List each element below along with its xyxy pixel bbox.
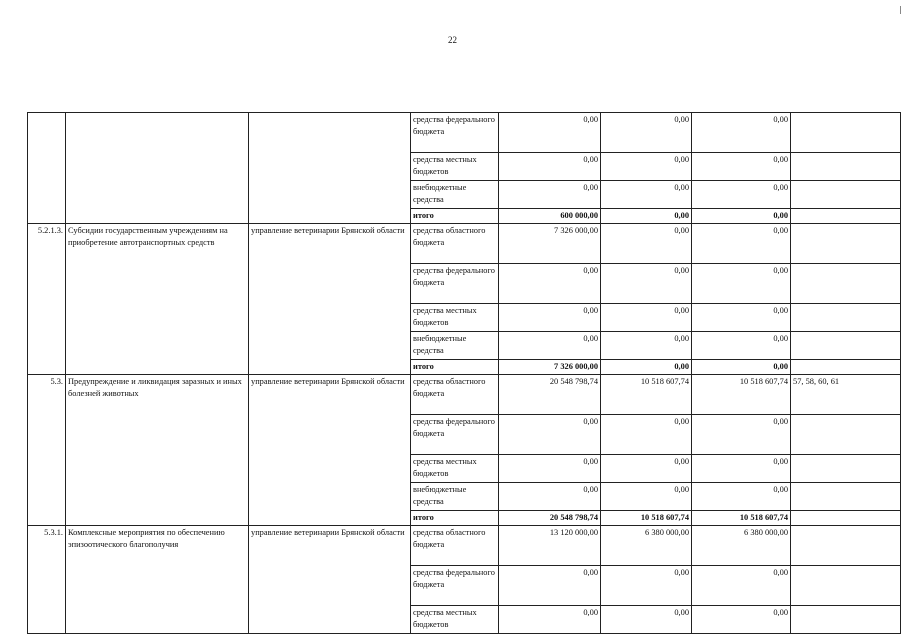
item-name: Комплексные мероприятия по обеспечению эпизоотического благополучия (66, 526, 249, 634)
amount-col-3: 0,00 (692, 332, 791, 360)
item-name: Субсидии государственным учреждениям на приобретение автотранспортных средств (66, 224, 249, 375)
item-code: 5.3. (28, 375, 66, 526)
amount-col-3: 0,00 (692, 209, 791, 224)
indicator-refs (791, 264, 901, 304)
item-executor: управление ветеринарии Брянской области (249, 526, 411, 634)
indicator-refs (791, 113, 901, 153)
amount-col-3: 0,00 (692, 455, 791, 483)
item-code (28, 113, 66, 224)
funding-source: итого (411, 360, 499, 375)
indicator-refs (791, 415, 901, 455)
amount-col-2: 0,00 (601, 606, 692, 634)
amount-col-3: 0,00 (692, 483, 791, 511)
amount-col-1: 20 548 798,74 (499, 511, 601, 526)
budget-table-body (28, 113, 901, 634)
funding-source: внебюджетные средства (411, 181, 499, 209)
page-number: 22 (448, 35, 457, 45)
amount-col-1: 0,00 (499, 455, 601, 483)
amount-col-1: 0,00 (499, 304, 601, 332)
amount-col-3: 0,00 (692, 360, 791, 375)
funding-source: средства федерального бюджета (411, 415, 499, 455)
amount-col-2: 0,00 (601, 209, 692, 224)
table-row (28, 224, 901, 264)
amount-col-1: 0,00 (499, 113, 601, 153)
amount-col-3: 10 518 607,74 (692, 375, 791, 415)
funding-source: средства местных бюджетов (411, 304, 499, 332)
indicator-refs: 57, 58, 60, 61 (791, 375, 901, 415)
amount-col-2: 0,00 (601, 415, 692, 455)
amount-col-2: 0,00 (601, 566, 692, 606)
item-code: 5.2.1.3. (28, 224, 66, 375)
item-name (66, 113, 249, 224)
amount-col-2: 0,00 (601, 483, 692, 511)
amount-col-3: 0,00 (692, 566, 791, 606)
funding-source: средства федерального бюджета (411, 113, 499, 153)
amount-col-2: 0,00 (601, 360, 692, 375)
table-row (28, 113, 901, 153)
amount-col-2: 0,00 (601, 455, 692, 483)
indicator-refs (791, 606, 901, 634)
amount-col-1: 7 326 000,00 (499, 360, 601, 375)
funding-source: итого (411, 209, 499, 224)
amount-col-3: 0,00 (692, 113, 791, 153)
amount-col-2: 0,00 (601, 153, 692, 181)
amount-col-3: 0,00 (692, 224, 791, 264)
budget-table (27, 112, 901, 634)
amount-col-1: 0,00 (499, 153, 601, 181)
amount-col-2: 10 518 607,74 (601, 375, 692, 415)
indicator-refs (791, 455, 901, 483)
scan-edge-mark (900, 6, 901, 14)
amount-col-3: 6 380 000,00 (692, 526, 791, 566)
table-row (28, 526, 901, 566)
amount-col-1: 0,00 (499, 483, 601, 511)
funding-source: средства местных бюджетов (411, 455, 499, 483)
amount-col-2: 10 518 607,74 (601, 511, 692, 526)
amount-col-2: 0,00 (601, 224, 692, 264)
amount-col-2: 0,00 (601, 332, 692, 360)
amount-col-1: 600 000,00 (499, 209, 601, 224)
amount-col-1: 13 120 000,00 (499, 526, 601, 566)
indicator-refs (791, 304, 901, 332)
table-row (28, 375, 901, 415)
funding-source: средства местных бюджетов (411, 606, 499, 634)
item-executor (249, 113, 411, 224)
amount-col-1: 0,00 (499, 332, 601, 360)
amount-col-3: 10 518 607,74 (692, 511, 791, 526)
funding-source: внебюджетные средства (411, 483, 499, 511)
funding-source: средства федерального бюджета (411, 264, 499, 304)
indicator-refs (791, 566, 901, 606)
amount-col-1: 7 326 000,00 (499, 224, 601, 264)
funding-source: средства областного бюджета (411, 526, 499, 566)
amount-col-3: 0,00 (692, 415, 791, 455)
amount-col-3: 0,00 (692, 153, 791, 181)
indicator-refs (791, 153, 901, 181)
amount-col-1: 0,00 (499, 566, 601, 606)
indicator-refs (791, 224, 901, 264)
item-executor: управление ветеринарии Брянской области (249, 375, 411, 526)
amount-col-3: 0,00 (692, 606, 791, 634)
amount-col-2: 0,00 (601, 304, 692, 332)
funding-source: итого (411, 511, 499, 526)
amount-col-3: 0,00 (692, 304, 791, 332)
indicator-refs (791, 181, 901, 209)
indicator-refs (791, 483, 901, 511)
amount-col-1: 0,00 (499, 181, 601, 209)
indicator-refs (791, 360, 901, 375)
amount-col-2: 6 380 000,00 (601, 526, 692, 566)
indicator-refs (791, 332, 901, 360)
amount-col-2: 0,00 (601, 181, 692, 209)
amount-col-1: 0,00 (499, 264, 601, 304)
amount-col-1: 0,00 (499, 415, 601, 455)
amount-col-2: 0,00 (601, 113, 692, 153)
indicator-refs (791, 526, 901, 566)
funding-source: средства областного бюджета (411, 224, 499, 264)
amount-col-1: 20 548 798,74 (499, 375, 601, 415)
funding-source: средства областного бюджета (411, 375, 499, 415)
amount-col-1: 0,00 (499, 606, 601, 634)
amount-col-2: 0,00 (601, 264, 692, 304)
item-name: Предупреждение и ликвидация заразных и иных болезней животных (66, 375, 249, 526)
funding-source: внебюджетные средства (411, 332, 499, 360)
funding-source: средства местных бюджетов (411, 153, 499, 181)
amount-col-3: 0,00 (692, 264, 791, 304)
item-executor: управление ветеринарии Брянской области (249, 224, 411, 375)
item-code: 5.3.1. (28, 526, 66, 634)
funding-source: средства федерального бюджета (411, 566, 499, 606)
amount-col-3: 0,00 (692, 181, 791, 209)
indicator-refs (791, 209, 901, 224)
indicator-refs (791, 511, 901, 526)
